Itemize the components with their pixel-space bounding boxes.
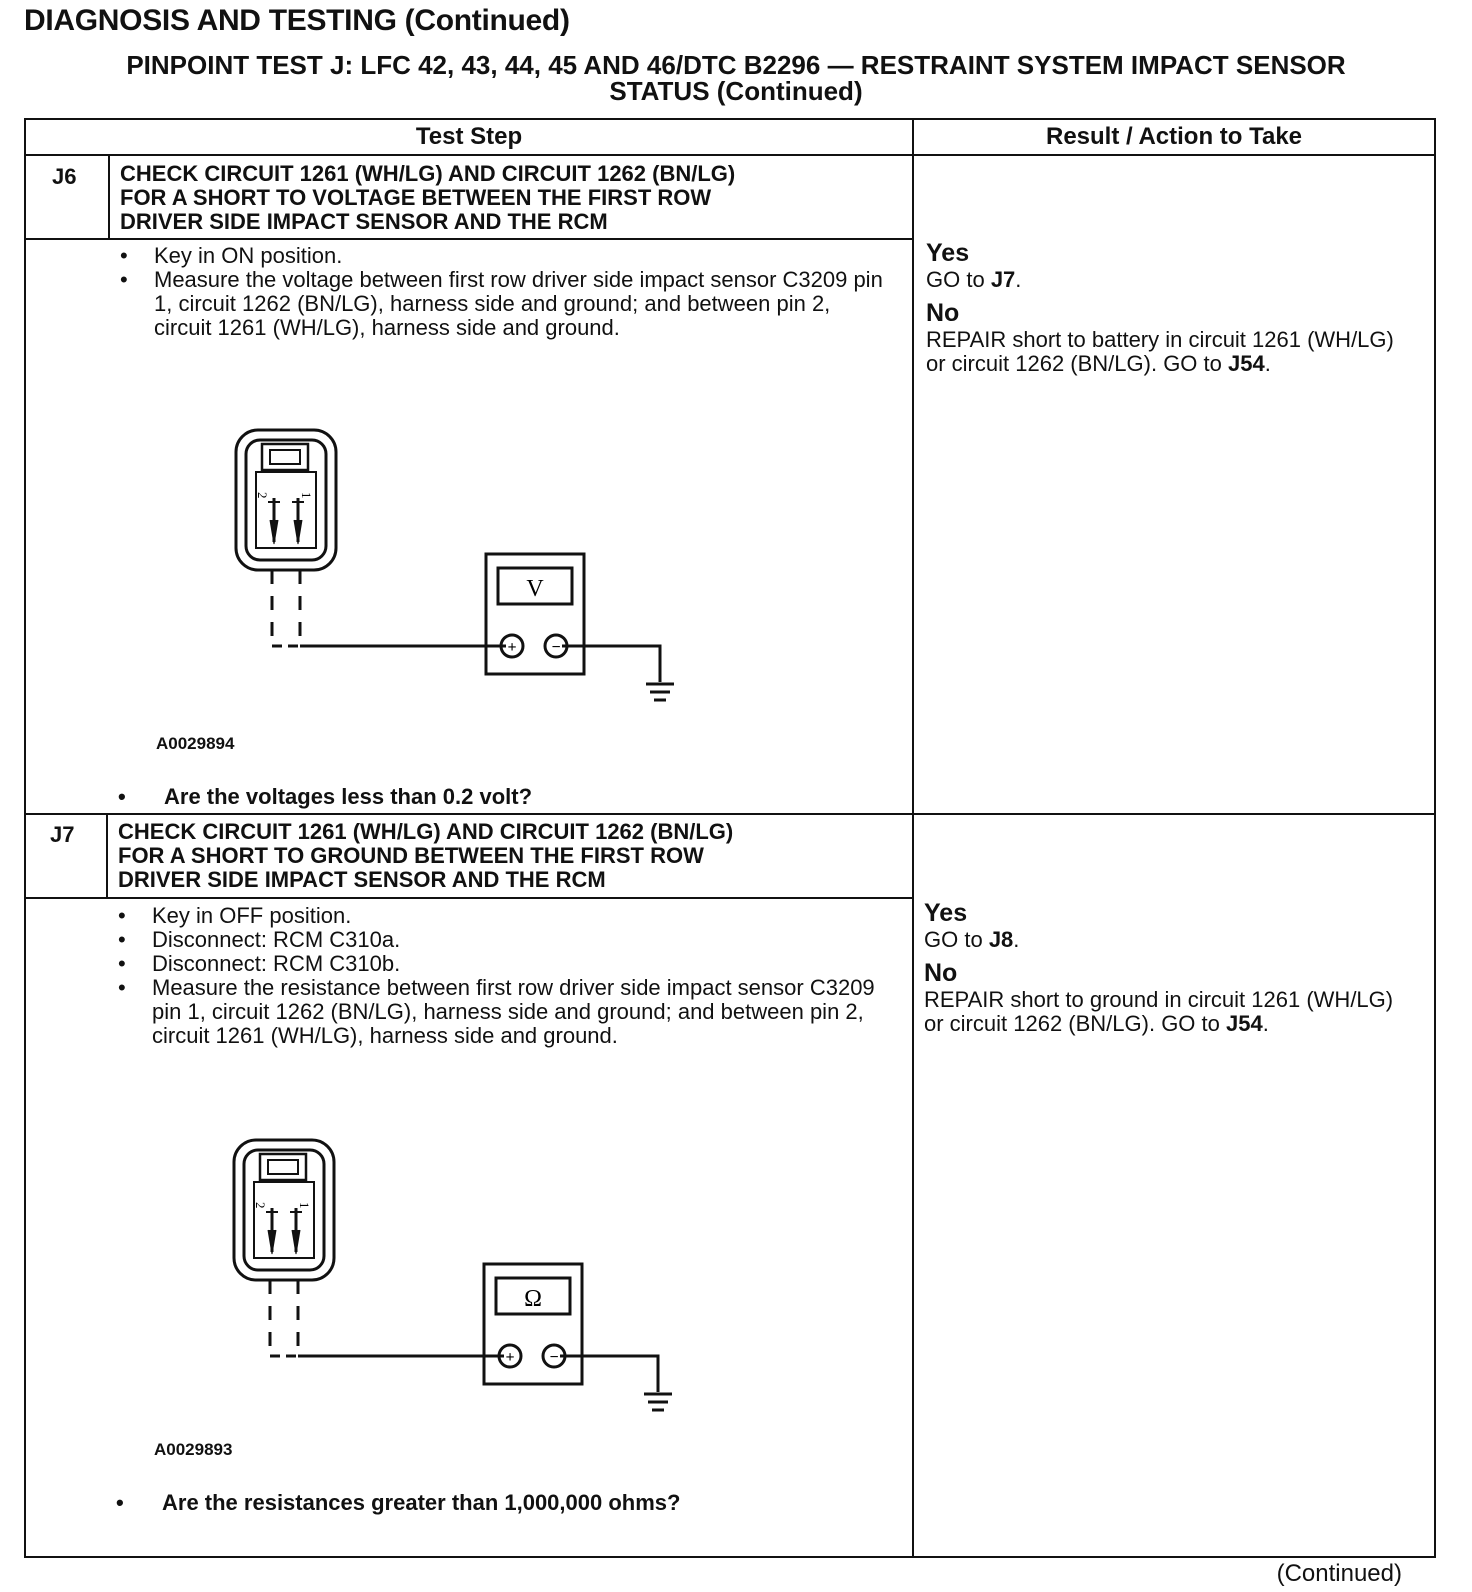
yes-action: GO to J8. — [924, 927, 1020, 952]
no-target: J54 — [1226, 1011, 1263, 1036]
test-lead-wires — [270, 1280, 658, 1392]
step-id: J7 — [50, 822, 75, 847]
test-title-line2: STATUS (Continued) — [609, 76, 863, 106]
yes-label: Yes — [926, 239, 970, 267]
yes-label: Yes — [924, 899, 968, 927]
ohmmeter-diagram — [204, 1130, 724, 1430]
step-title — [120, 162, 910, 234]
pinpoint-test-table — [24, 118, 1436, 1558]
figure-code: A0029893 — [154, 1440, 233, 1459]
step-result — [924, 898, 1414, 1036]
step-separator — [26, 813, 1434, 815]
voltmeter-diagram — [206, 420, 726, 720]
meter-terminal-label: − — [551, 639, 561, 656]
step-title-line: FOR A SHORT TO VOLTAGE BETWEEN THE FIRST ROW — [120, 185, 712, 210]
step-instructions — [114, 904, 884, 1048]
no-action: REPAIR short to battery in circuit 1261 (WH/LG) or circuit 1262 (BN/LG). GO to J54. — [926, 327, 1394, 376]
step-title-separator — [26, 238, 912, 240]
step-title — [118, 820, 908, 892]
ground-icon — [644, 1394, 672, 1410]
header-separator — [26, 154, 1434, 156]
instruction-item: • Measure the resistance between first row driver side impact sensor C3209 pin 1, circuit 1262 (BN/LG), harness side and ground; and between pin 2, circuit 1261 (WH/LG), harness side and ground. — [114, 976, 884, 1048]
step-question: • Are the voltages less than 0.2 volt? — [118, 784, 532, 810]
yes-target: J8 — [988, 927, 1014, 952]
step-title-line: CHECK CIRCUIT 1261 (WH/LG) AND CIRCUIT 1262 (BN/LG) — [120, 161, 736, 186]
step-title-separator — [26, 897, 912, 899]
yes-target: J7 — [990, 267, 1016, 292]
column-header-result: Result / Action to Take — [1045, 123, 1303, 150]
yes-action: GO to J7. — [926, 267, 1022, 292]
figure-code: A0029894 — [156, 734, 235, 753]
pinpoint-test-title — [24, 52, 1448, 104]
no-target: J54 — [1228, 351, 1265, 376]
no-label: No — [924, 959, 958, 987]
multimeter-icon — [484, 1264, 582, 1384]
step-title-line: DRIVER SIDE IMPACT SENSOR AND THE RCM — [118, 867, 606, 892]
no-label: No — [926, 299, 960, 327]
step-question: • Are the resistances greater than 1,000,000 ohms? — [116, 1490, 680, 1516]
instruction-item: • Key in ON position. — [116, 244, 886, 268]
connector-c3209-icon — [234, 1140, 334, 1280]
step-id-divider — [106, 815, 108, 899]
pin-label: 1 — [297, 1202, 312, 1209]
step-instructions — [116, 244, 886, 340]
step-title-line: DRIVER SIDE IMPACT SENSOR AND THE RCM — [120, 209, 608, 234]
pin-label: 1 — [299, 492, 314, 499]
continued-footer: (Continued) — [1276, 1560, 1402, 1587]
test-title-line1: PINPOINT TEST J: LFC 42, 43, 44, 45 AND 46/DTC B2296 — RESTRAINT SYSTEM IMPACT SENSOR — [126, 50, 1346, 80]
step-title-line: CHECK CIRCUIT 1261 (WH/LG) AND CIRCUIT 1262 (BN/LG) — [118, 819, 734, 844]
page-header: DIAGNOSIS AND TESTING (Continued) — [24, 4, 570, 37]
ground-icon — [646, 684, 674, 700]
test-lead-wires — [272, 570, 660, 682]
meter-terminal-label: + — [505, 1349, 515, 1366]
meter-symbol: Ω — [524, 1286, 542, 1312]
instruction-item: • Disconnect: RCM C310a. — [114, 928, 884, 952]
multimeter-icon — [486, 554, 584, 674]
pin-label: 2 — [255, 492, 270, 499]
instruction-item: • Measure the voltage between first row driver side impact sensor C3209 pin 1, circuit 1262 (BN/LG), harness side and ground; and between pin 2, circuit 1261 (WH/LG), harness side and ground. — [116, 268, 886, 340]
column-divider — [912, 120, 914, 1556]
meter-terminal-label: − — [549, 1349, 559, 1366]
instruction-item: • Disconnect: RCM C310b. — [114, 952, 884, 976]
step-title-line: FOR A SHORT TO GROUND BETWEEN THE FIRST ROW — [118, 843, 704, 868]
column-header-test-step: Test Step — [415, 123, 523, 150]
step-id-divider — [108, 154, 110, 240]
instruction-item: • Key in OFF position. — [114, 904, 884, 928]
meter-symbol: V — [526, 576, 544, 602]
connector-c3209-icon — [236, 430, 336, 570]
step-id: J6 — [52, 164, 77, 189]
no-action: REPAIR short to ground in circuit 1261 (WH/LG) or circuit 1262 (BN/LG). GO to J54. — [924, 987, 1394, 1036]
pin-label: 2 — [253, 1202, 268, 1209]
step-result — [926, 238, 1416, 376]
meter-terminal-label: + — [507, 639, 517, 656]
